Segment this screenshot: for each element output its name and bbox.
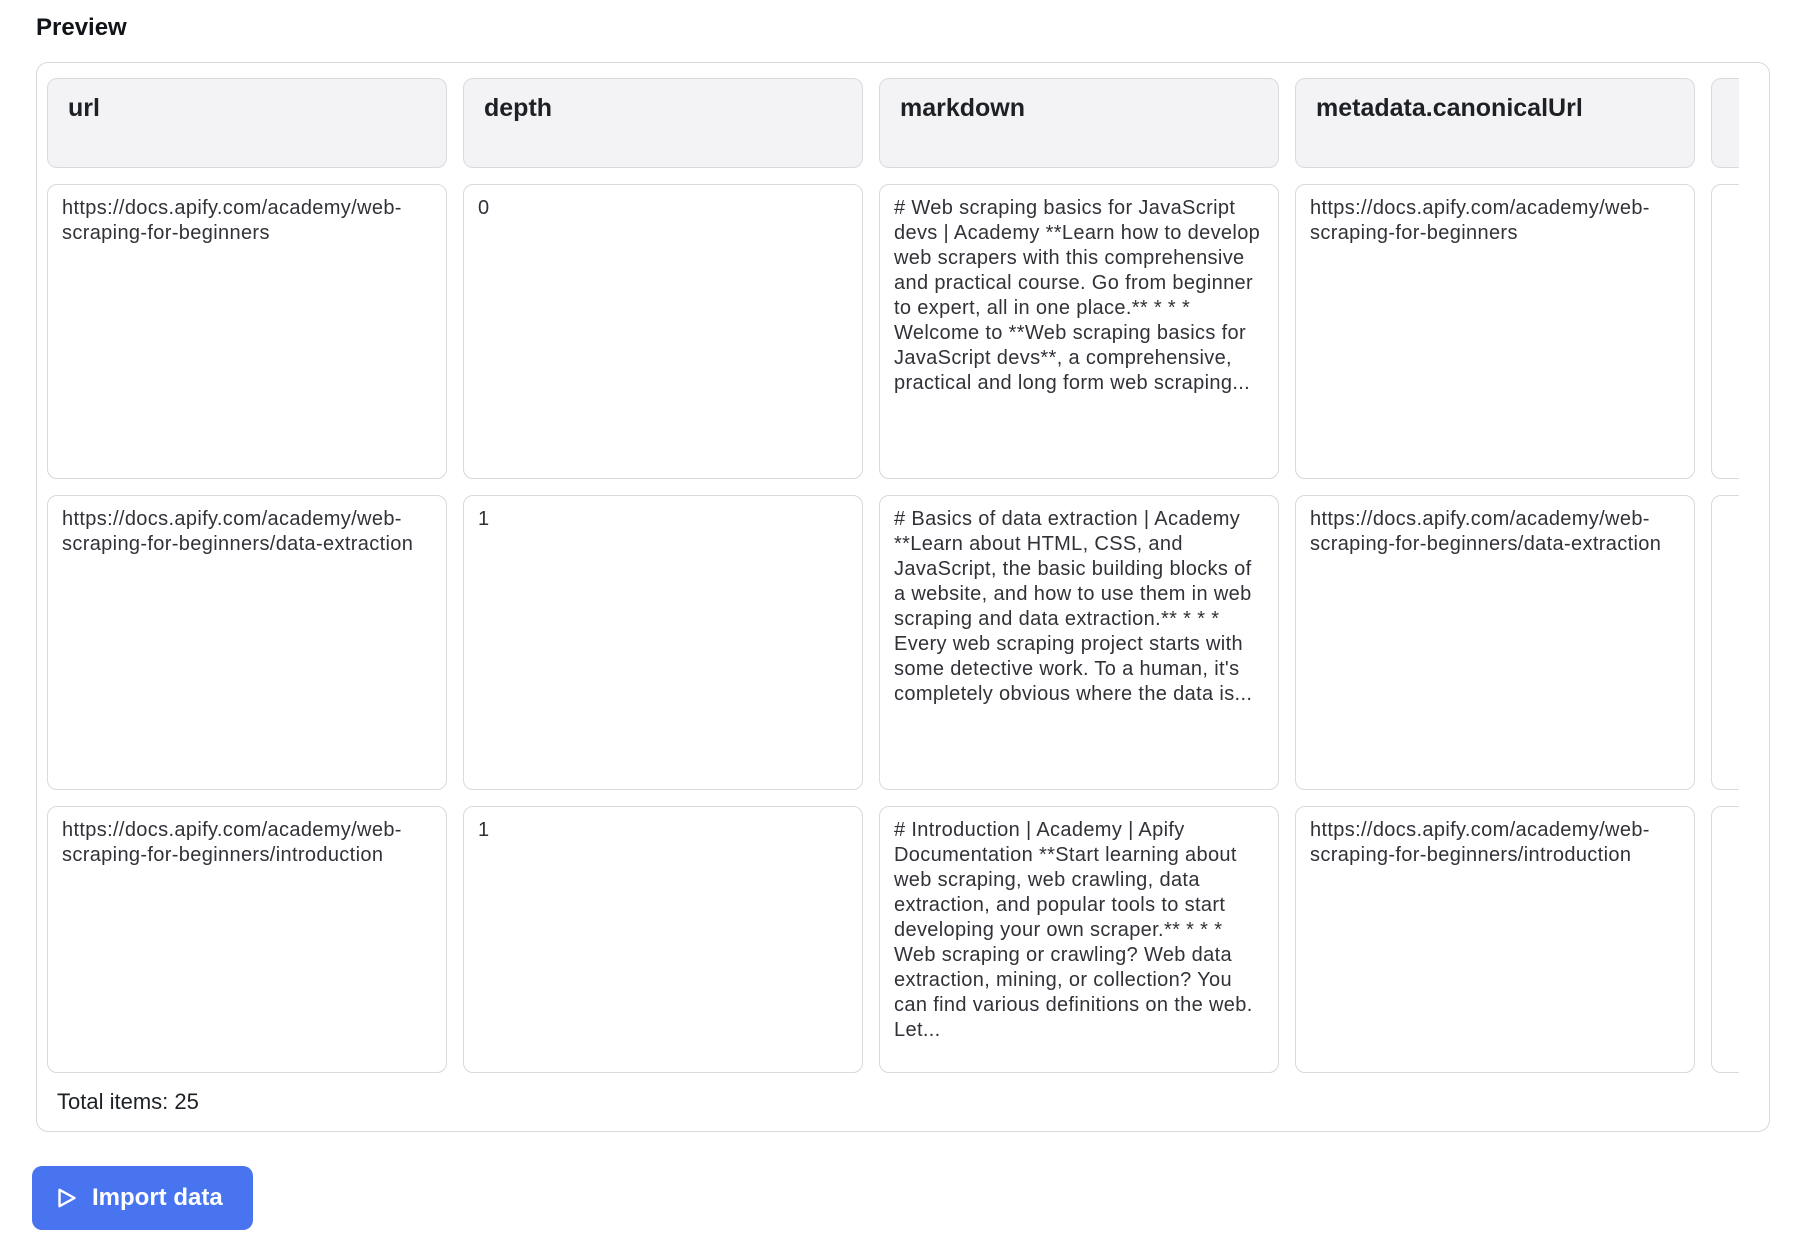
play-icon bbox=[56, 1186, 78, 1210]
total-items-label: Total items: 25 bbox=[57, 1089, 199, 1114]
preview-table bbox=[47, 78, 1739, 1073]
table-row bbox=[47, 184, 1739, 479]
table-row bbox=[47, 806, 1739, 1073]
import-data-button[interactable] bbox=[32, 1166, 253, 1230]
column-header-depth: depth bbox=[463, 78, 863, 168]
cell-canonical-url: https://docs.apify.com/academy/web-scraping-for-beginners bbox=[1295, 184, 1695, 479]
column-header-metadata-canonicalurl: metadata.canonicalUrl bbox=[1295, 78, 1695, 168]
cell-depth: 1 bbox=[463, 806, 863, 1073]
column-header-url: url bbox=[47, 78, 447, 168]
import-data-button-label: Import data bbox=[92, 1184, 223, 1211]
cell-canonical-url: https://docs.apify.com/academy/web-scraping-for-beginners/data-extraction bbox=[1295, 495, 1695, 790]
cell-url: https://docs.apify.com/academy/web-scraping-for-beginners/data-extraction bbox=[47, 495, 447, 790]
column-header-markdown: markdown bbox=[879, 78, 1279, 168]
table-header-row bbox=[47, 78, 1739, 168]
cell-depth: 0 bbox=[463, 184, 863, 479]
cell-url: https://docs.apify.com/academy/web-scraping-for-beginners/introduction bbox=[47, 806, 447, 1073]
cell-markdown: # Basics of data extraction | Academy **Learn about HTML, CSS, and JavaScript, the basic building blocks of a website, and how to use them in web scraping and data extraction.** * * * Every web scraping project starts with some detective work. To a human, it's completely obvious where the data is... bbox=[879, 495, 1279, 790]
cell-markdown: # Introduction | Academy | Apify Documentation **Start learning about web scraping, web crawling, data extraction, and popular tools to start developing your own scraper.** * * * Web scraping or crawling? Web data extraction, mining, or collection? You can find various definitions on the web. Let... bbox=[879, 806, 1279, 1073]
cell-depth: 1 bbox=[463, 495, 863, 790]
cell-markdown: # Web scraping basics for JavaScript devs | Academy **Learn how to develop web scrapers with this comprehensive and practical course. Go from beginner to expert, all in one place.** * * * Welcome to **Web scraping basics for JavaScript devs**, a comprehensive, practical and long form web scraping... bbox=[879, 184, 1279, 479]
preview-panel bbox=[36, 62, 1770, 1132]
cell-url: https://docs.apify.com/academy/web-scraping-for-beginners bbox=[47, 184, 447, 479]
table-row bbox=[47, 495, 1739, 790]
preview-heading: Preview bbox=[36, 14, 127, 41]
cell-canonical-url: https://docs.apify.com/academy/web-scraping-for-beginners/introduction bbox=[1295, 806, 1695, 1073]
cell-clipped bbox=[1711, 184, 1739, 479]
preview-table-scroll-area[interactable] bbox=[47, 78, 1739, 1073]
cell-clipped bbox=[1711, 495, 1739, 790]
cell-clipped bbox=[1711, 806, 1739, 1073]
column-header-clipped bbox=[1711, 78, 1739, 168]
